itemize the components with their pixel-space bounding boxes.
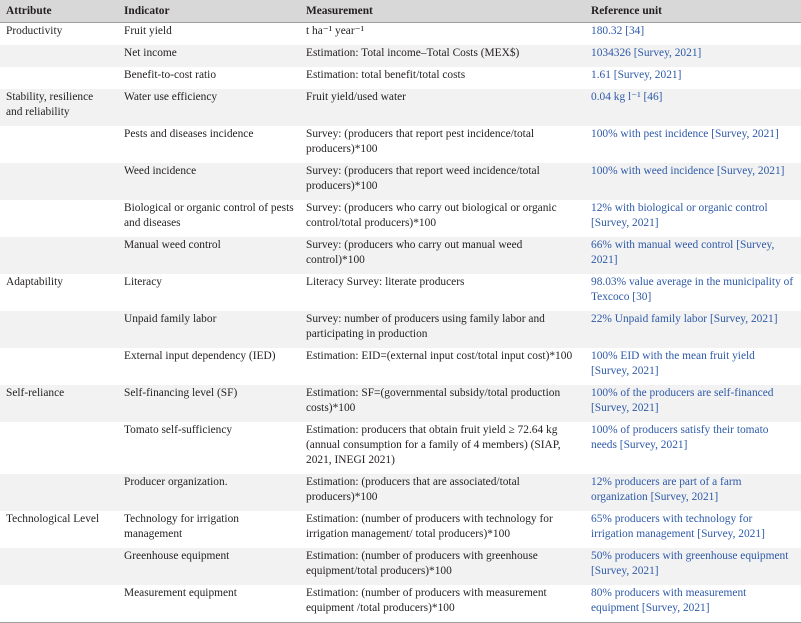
- cell-measurement: [300, 311, 585, 348]
- cell-reference-unit: [585, 89, 801, 126]
- cell-indicator: [118, 237, 300, 274]
- table-row: [0, 67, 801, 89]
- cell-attribute: [0, 274, 118, 311]
- cell-attribute: [0, 89, 118, 126]
- cell-reference-unit: [585, 200, 801, 237]
- cell-reference-unit: [585, 22, 801, 45]
- cell-attribute: [0, 126, 118, 163]
- cell-indicator-text: Benefit-to-cost ratio: [124, 68, 217, 81]
- cell-attribute-text: Technological Level: [6, 512, 100, 525]
- cell-reference-unit-text: 100% of the producers are self-financed [Survey, 2021]: [591, 386, 774, 414]
- cell-indicator-text: Literacy: [124, 275, 162, 288]
- cell-reference-unit-text: 22% Unpaid family labor [Survey, 2021]: [591, 312, 778, 325]
- table-row: [0, 126, 801, 163]
- table-row: [0, 45, 801, 67]
- cell-indicator: [118, 511, 300, 548]
- cell-reference-unit-text: 12% with biological or organic control [Survey, 2021]: [591, 201, 768, 229]
- header-attribute: Attribute: [0, 0, 118, 22]
- cell-reference-unit-text: 1.61 [Survey, 2021]: [591, 68, 682, 81]
- citation-link[interactable]: [34]: [625, 24, 645, 37]
- cell-indicator-text: Manual weed control: [124, 238, 221, 251]
- cell-measurement: [300, 200, 585, 237]
- cell-indicator: [118, 200, 300, 237]
- cell-reference-unit-text: 12% producers are part of a farm organization [Survey, 2021]: [591, 475, 742, 503]
- cell-attribute: [0, 385, 118, 422]
- cell-reference-unit: [585, 511, 801, 548]
- cell-measurement: [300, 348, 585, 385]
- cell-measurement: [300, 237, 585, 274]
- table-row: [0, 474, 801, 511]
- cell-indicator-text: Technology for irrigation management: [124, 512, 239, 540]
- cell-indicator: [118, 126, 300, 163]
- cell-measurement-text: Estimation: (number of producers with measurement equipment /total producers)*100: [306, 586, 547, 614]
- cell-reference-unit: [585, 348, 801, 385]
- cell-measurement-text: Estimation: SF=(governmental subsidy/total production costs)*100: [306, 386, 561, 414]
- cell-measurement: [300, 511, 585, 548]
- cell-reference-unit: [585, 585, 801, 623]
- cell-attribute-text: Self-reliance: [6, 386, 65, 399]
- cell-attribute: [0, 67, 118, 89]
- cell-indicator: [118, 474, 300, 511]
- cell-measurement: [300, 45, 585, 67]
- cell-measurement-text: Survey: number of producers using family labor and participating in production: [306, 312, 545, 340]
- cell-attribute: [0, 474, 118, 511]
- cell-reference-unit: [585, 422, 801, 474]
- cell-reference-unit-text: 100% of producers satisfy their tomato needs [Survey, 2021]: [591, 423, 769, 451]
- cell-measurement-text: Survey: (producers that report pest incidence/total producers)*100: [306, 127, 535, 155]
- table-row: [0, 274, 801, 311]
- cell-measurement-text: t ha⁻¹ year⁻¹: [306, 24, 365, 37]
- header-indicator: Indicator: [118, 0, 300, 22]
- header-measurement: Measurement: [300, 0, 585, 22]
- cell-indicator: [118, 422, 300, 474]
- cell-indicator-text: Tomato self-sufficiency: [124, 423, 233, 436]
- cell-indicator: [118, 45, 300, 67]
- cell-indicator: [118, 163, 300, 200]
- table-row: [0, 200, 801, 237]
- cell-indicator: [118, 348, 300, 385]
- cell-indicator-text: Biological or organic control of pests and diseases: [124, 201, 294, 229]
- cell-reference-unit: [585, 163, 801, 200]
- cell-indicator: [118, 67, 300, 89]
- cell-attribute: [0, 200, 118, 237]
- cell-reference-unit: [585, 45, 801, 67]
- cell-indicator: [118, 311, 300, 348]
- cell-reference-unit: [585, 126, 801, 163]
- cell-indicator-text: Producer organization.: [124, 475, 228, 488]
- cell-indicator-text: Fruit yield: [124, 24, 172, 37]
- header-reference-unit: Reference unit: [585, 0, 801, 22]
- cell-measurement-text: Literacy Survey: literate producers: [306, 275, 465, 288]
- cell-reference-unit: [585, 385, 801, 422]
- table-row: [0, 422, 801, 474]
- cell-reference-unit: [585, 474, 801, 511]
- cell-measurement-text: Estimation: total benefit/total costs: [306, 68, 466, 81]
- cell-measurement-text: Estimation: (number of producers with greenhouse equipment/total producers)*100: [306, 549, 538, 577]
- cell-indicator-text: Weed incidence: [124, 164, 197, 177]
- cell-measurement-text: Fruit yield/used water: [306, 90, 406, 103]
- cell-indicator-text: External input dependency (IED): [124, 349, 276, 362]
- cell-attribute: [0, 511, 118, 548]
- table-row: [0, 237, 801, 274]
- cell-measurement: [300, 585, 585, 623]
- cell-measurement: [300, 126, 585, 163]
- cell-attribute: [0, 422, 118, 474]
- cell-attribute-text: Productivity: [6, 24, 63, 37]
- cell-reference-unit-text: 100% EID with the mean fruit yield [Survey, 2021]: [591, 349, 755, 377]
- table-row: [0, 22, 801, 45]
- cell-reference-unit-text: 65% producers with technology for irrigation management [Survey, 2021]: [591, 512, 765, 540]
- cell-measurement-text: Estimation: producers that obtain fruit yield ≥ 72.64 kg (annual consumption for a family of 4 members) (SIAP, 2021, INEGI 2021): [306, 423, 561, 466]
- cell-reference-unit-text: 0.04 kg l⁻¹: [591, 90, 641, 103]
- cell-attribute-text: Adaptability: [6, 275, 63, 288]
- cell-measurement: [300, 474, 585, 511]
- cell-reference-unit-text: 100% with weed incidence [Survey, 2021]: [591, 164, 785, 177]
- cell-attribute: [0, 45, 118, 67]
- cell-measurement-text: Estimation: Total income–Total Costs (MEX$): [306, 46, 520, 59]
- cell-measurement: [300, 89, 585, 126]
- cell-measurement: [300, 67, 585, 89]
- cell-indicator: [118, 385, 300, 422]
- cell-indicator-text: Greenhouse equipment: [124, 549, 230, 562]
- cell-attribute: [0, 163, 118, 200]
- cell-reference-unit: [585, 311, 801, 348]
- table-row: [0, 311, 801, 348]
- cell-reference-unit-text: 80% producers with measurement equipment [Survey, 2021]: [591, 586, 747, 614]
- cell-indicator-text: Water use efficiency: [124, 90, 218, 103]
- cell-measurement: [300, 22, 585, 45]
- cell-reference-unit-text: 66% with manual weed control [Survey, 2021]: [591, 238, 775, 266]
- table-row: [0, 163, 801, 200]
- cell-indicator: [118, 22, 300, 45]
- cell-indicator-text: Net income: [124, 46, 177, 59]
- cell-indicator: [118, 89, 300, 126]
- cell-reference-unit-text: 98.03% value average in the municipality of Texcoco: [591, 275, 794, 303]
- cell-reference-unit-text: 1034326 [Survey, 2021]: [591, 46, 702, 59]
- cell-indicator: [118, 274, 300, 311]
- table-header-row: [0, 0, 801, 22]
- cell-measurement-text: Estimation: EID=(external input cost/total input cost)*100: [306, 349, 573, 362]
- cell-indicator-text: Measurement equipment: [124, 586, 237, 599]
- cell-attribute: [0, 585, 118, 623]
- cell-attribute: [0, 348, 118, 385]
- cell-measurement: [300, 274, 585, 311]
- cell-measurement-text: Survey: (producers that report weed incidence/total producers)*100: [306, 164, 540, 192]
- cell-measurement-text: Estimation: (number of producers with technology for irrigation management/ total producers)*100: [306, 512, 553, 540]
- cell-measurement: [300, 163, 585, 200]
- cell-measurement: [300, 422, 585, 474]
- table-row: [0, 385, 801, 422]
- table-row: [0, 89, 801, 126]
- cell-reference-unit: [585, 274, 801, 311]
- cell-attribute: [0, 237, 118, 274]
- cell-reference-unit: [585, 67, 801, 89]
- cell-indicator: [118, 585, 300, 623]
- citation-link[interactable]: [46]: [643, 90, 663, 103]
- cell-indicator-text: Self-financing level (SF): [124, 386, 238, 399]
- cell-attribute-text: Stability, resilience and reliability: [6, 90, 94, 118]
- cell-measurement-text: Estimation: (producers that are associated/total producers)*100: [306, 475, 520, 503]
- cell-indicator-text: Pests and diseases incidence: [124, 127, 254, 140]
- cell-attribute: [0, 311, 118, 348]
- cell-reference-unit-text: 50% producers with greenhouse equipment [Survey, 2021]: [591, 549, 789, 577]
- cell-attribute: [0, 22, 118, 45]
- cell-reference-unit-text: 100% with pest incidence [Survey, 2021]: [591, 127, 779, 140]
- citation-link[interactable]: [30]: [632, 290, 652, 303]
- table-row: [0, 348, 801, 385]
- cell-indicator-text: Unpaid family labor: [124, 312, 217, 325]
- cell-reference-unit-text: 180.32: [591, 24, 623, 37]
- cell-measurement: [300, 385, 585, 422]
- cell-reference-unit: [585, 237, 801, 274]
- table-row: [0, 585, 801, 623]
- table-row: [0, 511, 801, 548]
- cell-measurement-text: Survey: (producers who carry out biological or organic control/total producers)*100: [306, 201, 557, 229]
- cell-measurement-text: Survey: (producers who carry out manual weed control)*100: [306, 238, 523, 266]
